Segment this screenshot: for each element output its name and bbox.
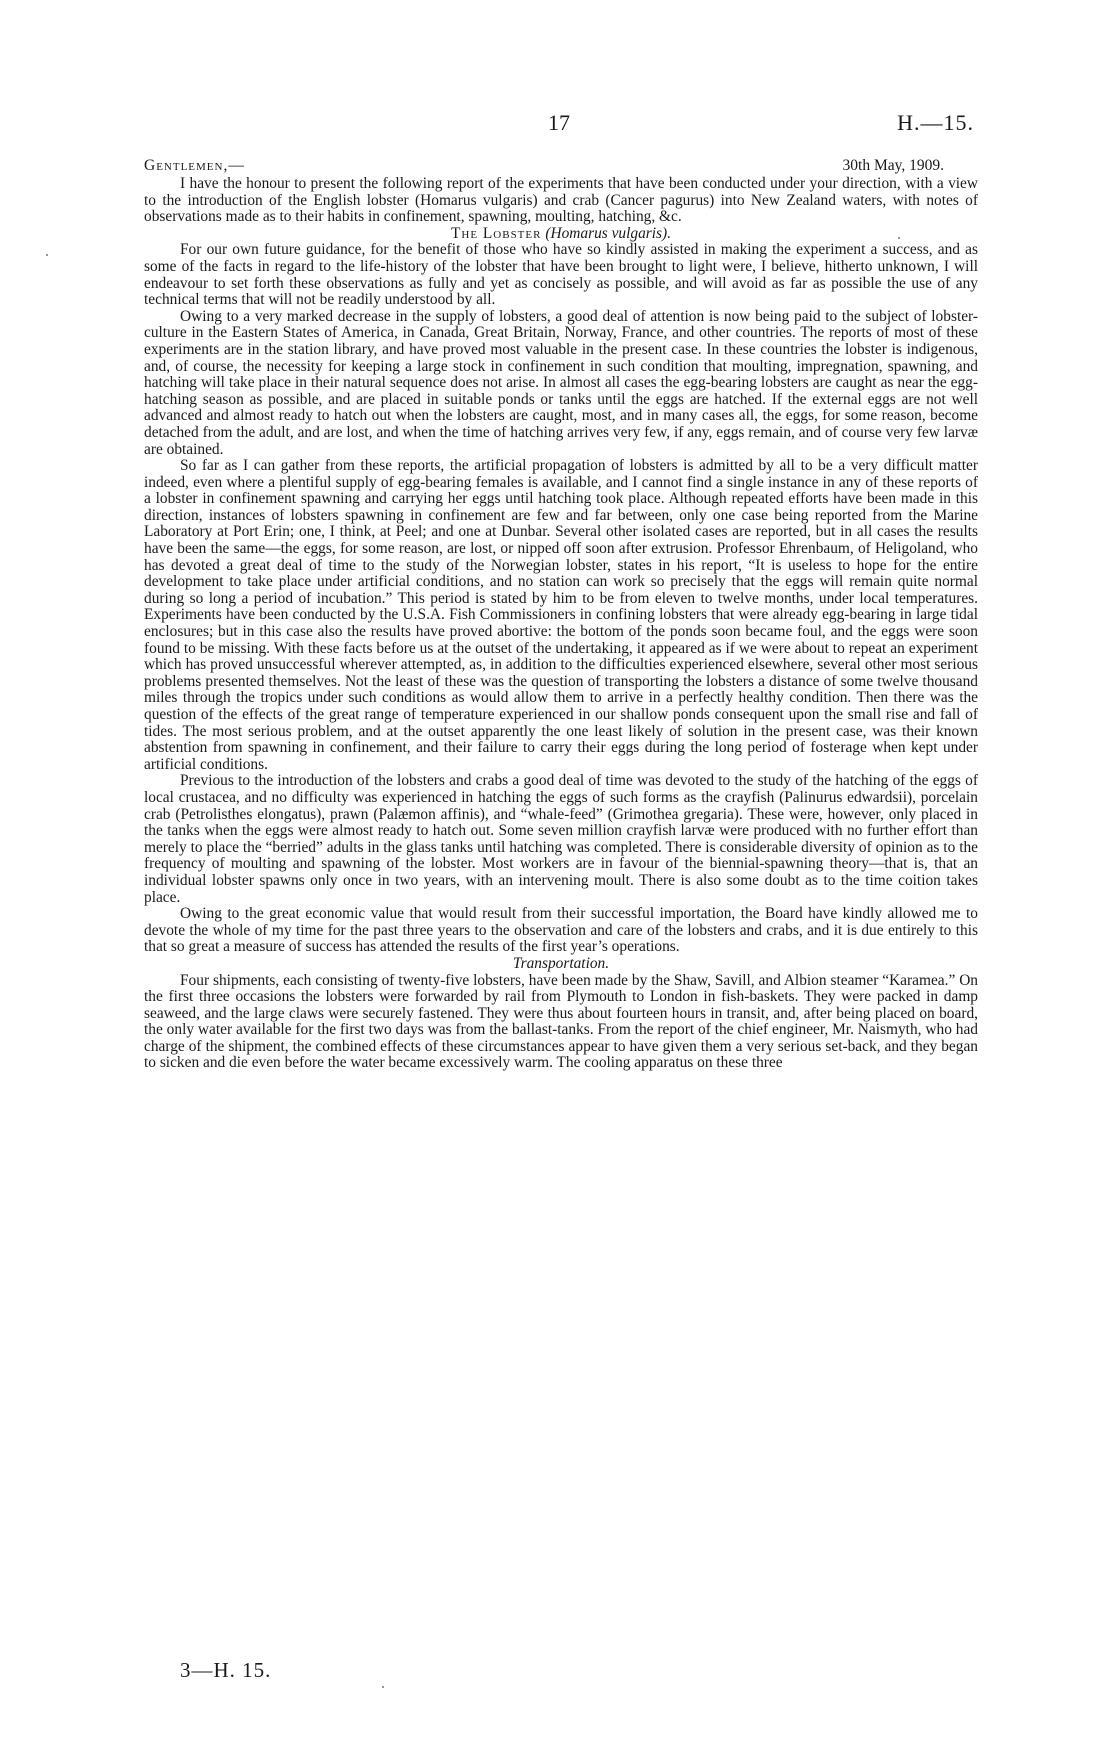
paragraph-1: For our own future guidance, for the benefit of those who have so kindly assisted in making the experiment a success, and as some of the facts in regard to the life-history of the lobster that have been brought to light were, I believe, hitherto unknown, I will endeavour to set forth these observations as fully and yet as concisely as possible, and will avoid as far as possible the use of any technical terms that will not be readily understood by all. — [144, 241, 978, 309]
transport-paragraph: Four shipments, each consisting of twenty-five lobsters, have been made by the Shaw, Savill, and Albion steamer “Karamea.” On the first three occasions the lobsters were forwarded by rail from Plymouth to London in fish-baskets. They were packed in damp seaweed, and the large claws were securely fastened. They were thus about fourteen hours in transit, and, after being placed on board, the only water available for the first two days was from the ballast-tanks. From the report of the chief engineer, Mr. Naismyth, who had charge of the shipment, the combined effects of these circumstances appear to have given them a very serious set-back, and they began to sicken and die even before the water became excessively warm. The cooling apparatus on these three — [144, 971, 978, 1072]
subsection-heading: Transportation. — [512, 954, 610, 972]
document-reference: H.—15. — [897, 110, 974, 135]
paragraph-3: So far as I can gather from these reports, the artificial propagation of lobsters is admitted by all to be a very difficult matter indeed, even where a plentiful supply of egg-bearing females is available, and I cannot find a single instance in any of these reports of a lobster in confinement spawning and carrying her eggs until hatching took place. Although repeated efforts have been made in this direction, instances of lobsters spawning in confinement are few and far between, only one case being reported from the Marine Laboratory at Port Erin; one, I think, at Peel; and one at Dunbar. Several other isolated cases are reported, but in all cases the results have been the same—the eggs, for some reason, are lost, or nipped off soon after extrusion. Professor Ehrenbaum, of Heligoland, who has devoted a great deal of time to the study of the Norwegian lobster, states in his report, “It is useless to hope for the entire development to take place under artificial conditions, and no station can work so precisely that the eggs will remain quite normal during so long a period of incubation.” This period is stated by him to be from eleven to twelve months, under local temperatures. Experiments have been conducted by the U.S.A. Fish Commissioners in confining lobsters that were already egg-bearing in large tidal enclosures; but in this case also the results have proved abortive: the bottom of the ponds soon became foul, and the eggs were soon found to be missing. With these facts before us at the outset of the undertaking, it appeared as if we were about to repeat an experiment which has proved unsuccessful wherever attempted, as, in addition to the difficulties experienced elsewhere, several other most serious problems presented themselves. Not the least of these was the question of transporting the lobsters a distance of some twelve thousand miles through the tropics under such conditions as would allow them to arrive in a perfectly healthy condition. Then there was the question of the effects of the great range of temperature experienced in our shallow ponds consequent upon the small rise and fall of tides. The most serious problem, and at the outset apparently the one least likely of solution in the present case, was their known abstention from spawning in confinement, and their failure to carry their eggs during the long period of fosterage when kept under artificial conditions. — [144, 457, 978, 773]
footer-signature: 3—H. 15. — [180, 1658, 272, 1682]
section-title: The Lobster — [450, 224, 542, 242]
paragraph-2: Owing to a very marked decrease in the supply of lobsters, a good deal of attention is now being paid to the subject of lobster-culture in the Eastern States of America, in Canada, Great Britain, Norway, France, and other countries. The reports of most of these experiments are in the station library, and have proved most valuable in the present case. In these countries the lobster is indigenous, and, of course, the necessity for keeping a large stock in confinement in such condition that moulting, impregnation, spawning, and hatching will take place in their natural sequence does not arise. In almost all cases the egg-bearing lobsters are caught as near the egg-hatching season as possible, and are placed in suitable ponds or tanks until the eggs are hatched. If the external eggs are not well advanced and almost ready to hatch out when the lobsters are caught, most, and in many cases all, the eggs, for some reason, become detached from the adult, and are lost, and when the time of hatching arrives very few, if any, eggs remain, and of course very few larvæ are obtained. — [144, 307, 978, 458]
scan-speck — [898, 237, 900, 239]
section-species: (Homarus vulgaris). — [545, 224, 672, 242]
paragraph-5: Owing to the great economic value that would result from their successful importation, the Board have kindly allowed me to devote the whole of my time for the past three years to the observation and care of the lobsters and crabs, and it is due entirely to this that so great a measure of success has attended the results of the first year’s operations. — [144, 905, 978, 956]
scan-speck — [382, 1686, 384, 1688]
scan-speck — [46, 254, 48, 256]
salutation: Gentlemen,— — [144, 157, 245, 174]
paragraph-4: Previous to the introduction of the lobsters and crabs a good deal of time was devoted to the study of the hatching of the eggs of local crustacea, and no difficulty was experienced in hatching the eggs of such forms as the crayfish (Palinurus edwardsii), porcelain crab (Petrolisthes elongatus), prawn (Palæmon affinis), and “whale-feed” (Grimothea gregaria). These were, however, only placed in the tanks when the eggs were almost ready to hatch out. Some seven million crayfish larvæ were produced with no further effort than merely to place the “berried” adults in the glass tanks until hatching was completed. There is considerable diversity of opinion as to the frequency of moulting and spawning of the lobster. Most workers are in favour of the biennial-spawning theory—that is, that an individual lobster spawns only once in two years, with an intervening moult. There is also some doubt as to the time coition takes place. — [144, 772, 978, 906]
intro-paragraph: I have the honour to present the following report of the experiments that have been conducted under your direction, with a view to the introduction of the English lobster (Homarus vulgaris) and crab (Cancer pagurus) into New Zealand waters, with notes of observations made as to their habits in confinement, spawning, moulting, hatching, &c. — [144, 175, 978, 226]
letter-date: 30th May, 1909. — [842, 157, 944, 174]
page-number: 17 — [548, 110, 570, 135]
report-body — [144, 176, 978, 1072]
salutation-row — [144, 157, 944, 175]
section-heading — [144, 226, 978, 243]
